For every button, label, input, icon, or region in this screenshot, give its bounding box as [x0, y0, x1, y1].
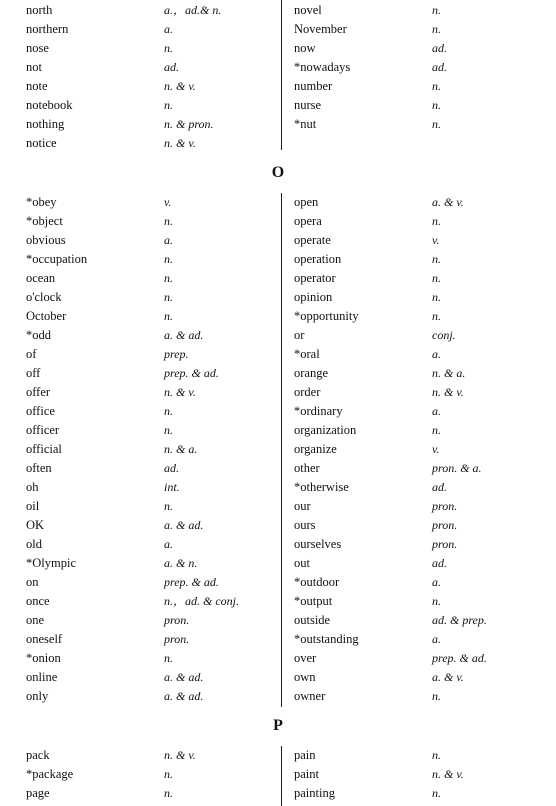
part-of-speech: int.	[164, 480, 180, 494]
headword: other	[294, 461, 320, 475]
part-of-speech: n. & a.	[164, 442, 198, 456]
word-entry	[26, 383, 296, 402]
part-of-speech: pron.	[164, 613, 190, 627]
headword: *oral	[294, 347, 320, 361]
word-entry	[26, 345, 296, 364]
part-of-speech: n.	[432, 594, 441, 608]
word-entry	[294, 765, 556, 784]
part-of-speech: pron.	[164, 632, 190, 646]
part-of-speech: n.	[432, 689, 441, 703]
headword: opera	[294, 214, 322, 228]
headword: on	[26, 575, 39, 589]
word-entry	[26, 784, 296, 803]
part-of-speech: a. & v.	[432, 195, 464, 209]
word-entry	[294, 77, 556, 96]
word-entry	[294, 288, 556, 307]
word-entry	[26, 402, 296, 421]
part-of-speech: n.	[164, 404, 173, 418]
part-of-speech: n.	[432, 79, 441, 93]
word-entry	[26, 1, 296, 20]
headword: oh	[26, 480, 39, 494]
column-divider	[281, 193, 282, 707]
part-of-speech: a. & ad.	[164, 328, 204, 342]
headword: note	[26, 79, 48, 93]
headword: ours	[294, 518, 316, 532]
right-column	[294, 746, 556, 803]
headword: our	[294, 499, 311, 513]
word-entry	[294, 687, 556, 706]
part-of-speech: n.	[164, 98, 173, 112]
headword: o'clock	[26, 290, 62, 304]
part-of-speech: n. & a.	[432, 366, 466, 380]
word-entry	[294, 421, 556, 440]
word-entry	[294, 326, 556, 345]
right-column	[294, 193, 556, 706]
part-of-speech: pron.	[432, 518, 458, 532]
word-entry	[294, 212, 556, 231]
part-of-speech: ad.	[432, 60, 447, 74]
word-entry	[26, 765, 296, 784]
word-entry	[294, 497, 556, 516]
part-of-speech: n. & v.	[164, 385, 196, 399]
word-entry	[294, 383, 556, 402]
part-of-speech: ad.	[432, 480, 447, 494]
part-of-speech: a.	[432, 632, 441, 646]
headword: paint	[294, 767, 319, 781]
headword: *output	[294, 594, 333, 608]
word-entry	[26, 478, 296, 497]
word-entry	[294, 440, 556, 459]
word-entry	[26, 39, 296, 58]
headword: offer	[26, 385, 51, 399]
word-entry	[26, 115, 296, 134]
word-entry	[26, 630, 296, 649]
headword: OK	[26, 518, 45, 532]
headword: *onion	[26, 651, 61, 665]
word-entry	[26, 497, 296, 516]
word-entry	[26, 77, 296, 96]
headword: only	[26, 689, 49, 703]
headword: open	[294, 195, 319, 209]
part-of-speech: ad.	[164, 60, 179, 74]
part-of-speech: pron.	[432, 499, 458, 513]
part-of-speech: n.	[164, 252, 173, 266]
headword: nose	[26, 41, 49, 55]
word-entry	[26, 269, 296, 288]
headword: orange	[294, 366, 329, 380]
word-entry	[294, 516, 556, 535]
part-of-speech: n.	[432, 290, 441, 304]
word-entry	[294, 649, 556, 668]
headword: painting	[294, 786, 335, 800]
headword: *Olympic	[26, 556, 76, 570]
part-of-speech: prep.	[164, 347, 189, 361]
headword: oil	[26, 499, 40, 513]
part-of-speech: n. & v.	[432, 767, 464, 781]
part-of-speech: n.	[432, 252, 441, 266]
section-letter-p: P	[273, 717, 283, 734]
word-entry	[26, 649, 296, 668]
word-entry	[26, 535, 296, 554]
section-letter-o: O	[271, 164, 285, 181]
headword: pain	[294, 748, 316, 762]
headword: off	[26, 366, 41, 380]
part-of-speech: n.	[164, 41, 173, 55]
headword: now	[294, 41, 316, 55]
part-of-speech: ad.	[432, 556, 447, 570]
part-of-speech: a. & ad.	[164, 689, 204, 703]
headword: *outdoor	[294, 575, 340, 589]
part-of-speech: n.	[164, 423, 173, 437]
headword: north	[26, 3, 53, 17]
word-entry	[294, 535, 556, 554]
word-entry	[294, 1, 556, 20]
headword: *odd	[26, 328, 51, 342]
word-entry	[26, 231, 296, 250]
word-entry	[26, 687, 296, 706]
headword: *nowadays	[294, 60, 351, 74]
part-of-speech: n.	[164, 499, 173, 513]
headword: of	[26, 347, 37, 361]
part-of-speech: pron. & a.	[432, 461, 482, 475]
part-of-speech: n.	[164, 309, 173, 323]
part-of-speech: ad.	[164, 461, 179, 475]
part-of-speech: prep. & ad.	[432, 651, 487, 665]
word-entry	[26, 746, 296, 765]
part-of-speech: n.	[164, 271, 173, 285]
headword: not	[26, 60, 42, 74]
part-of-speech: ad.	[432, 41, 447, 55]
word-entry	[294, 231, 556, 250]
headword: *outstanding	[294, 632, 359, 646]
word-entry	[294, 573, 556, 592]
part-of-speech: n.	[164, 290, 173, 304]
headword: October	[26, 309, 67, 323]
headword: outside	[294, 613, 331, 627]
part-of-speech: a.	[164, 233, 173, 247]
part-of-speech: a.	[432, 404, 441, 418]
word-entry	[26, 307, 296, 326]
part-of-speech: n.	[164, 767, 173, 781]
word-entry	[26, 96, 296, 115]
part-of-speech: a. & v.	[432, 670, 464, 684]
word-entry	[26, 288, 296, 307]
part-of-speech: n.	[432, 98, 441, 112]
headword: operation	[294, 252, 342, 266]
word-entry	[294, 58, 556, 77]
word-entry	[294, 307, 556, 326]
word-entry	[26, 326, 296, 345]
headword: northern	[26, 22, 69, 36]
word-entry	[294, 250, 556, 269]
headword: *otherwise	[294, 480, 349, 494]
headword: once	[26, 594, 50, 608]
headword: operator	[294, 271, 336, 285]
headword: *nut	[294, 117, 317, 131]
headword: number	[294, 79, 333, 93]
headword: official	[26, 442, 62, 456]
headword: *package	[26, 767, 74, 781]
headword: over	[294, 651, 317, 665]
part-of-speech: prep. & ad.	[164, 575, 219, 589]
headword: *opportunity	[294, 309, 359, 323]
word-entry	[294, 193, 556, 212]
headword: out	[294, 556, 310, 570]
part-of-speech: a. & n.	[164, 556, 198, 570]
headword: often	[26, 461, 52, 475]
headword: *object	[26, 214, 63, 228]
word-entry	[294, 746, 556, 765]
word-entry	[294, 630, 556, 649]
word-entry	[26, 364, 296, 383]
word-entry	[26, 20, 296, 39]
headword: *ordinary	[294, 404, 343, 418]
part-of-speech: n.，ad. & conj.	[164, 594, 239, 608]
headword: ocean	[26, 271, 56, 285]
part-of-speech: conj.	[432, 328, 456, 342]
part-of-speech: pron.	[432, 537, 458, 551]
part-of-speech: n.	[164, 651, 173, 665]
headword: novel	[294, 3, 322, 17]
column-divider	[281, 0, 282, 150]
word-entry	[26, 592, 296, 611]
part-of-speech: a.	[432, 575, 441, 589]
headword: office	[26, 404, 55, 418]
word-entry	[294, 459, 556, 478]
headword: ourselves	[294, 537, 342, 551]
headword: online	[26, 670, 58, 684]
part-of-speech: n.	[432, 271, 441, 285]
word-entry	[26, 516, 296, 535]
headword: obvious	[26, 233, 66, 247]
word-entry	[26, 554, 296, 573]
headword: *occupation	[26, 252, 88, 266]
left-column	[26, 746, 296, 803]
part-of-speech: a.	[164, 537, 173, 551]
headword: November	[294, 22, 347, 36]
headword: one	[26, 613, 45, 627]
word-entry	[294, 115, 556, 134]
headword: *obey	[26, 195, 57, 209]
word-entry	[294, 668, 556, 687]
word-entry	[294, 611, 556, 630]
part-of-speech: n. & pron.	[164, 117, 214, 131]
part-of-speech: n.	[432, 748, 441, 762]
word-entry	[26, 611, 296, 630]
headword: officer	[26, 423, 60, 437]
part-of-speech: a. & ad.	[164, 518, 204, 532]
word-entry	[26, 250, 296, 269]
part-of-speech: n.	[432, 22, 441, 36]
part-of-speech: v.	[432, 442, 440, 456]
left-column	[26, 1, 296, 153]
headword: pack	[26, 748, 50, 762]
part-of-speech: a.，ad.& n.	[164, 3, 222, 17]
headword: old	[26, 537, 42, 551]
part-of-speech: n.	[164, 786, 173, 800]
left-column	[26, 193, 296, 706]
word-entry	[294, 402, 556, 421]
part-of-speech: n. & v.	[432, 385, 464, 399]
part-of-speech: n.	[432, 117, 441, 131]
part-of-speech: n.	[432, 3, 441, 17]
word-entry	[294, 592, 556, 611]
headword: operate	[294, 233, 331, 247]
right-column	[294, 1, 556, 134]
part-of-speech: n. & v.	[164, 79, 196, 93]
word-entry	[26, 668, 296, 687]
headword: organization	[294, 423, 357, 437]
word-entry	[26, 459, 296, 478]
headword: own	[294, 670, 316, 684]
column-divider	[281, 746, 282, 806]
part-of-speech: ad. & prep.	[432, 613, 487, 627]
part-of-speech: prep. & ad.	[164, 366, 219, 380]
headword: or	[294, 328, 305, 342]
headword: organize	[294, 442, 337, 456]
part-of-speech: n.	[432, 786, 441, 800]
headword: notice	[26, 136, 57, 150]
part-of-speech: n. & v.	[164, 136, 196, 150]
headword: nurse	[294, 98, 322, 112]
word-entry	[26, 58, 296, 77]
headword: page	[26, 786, 50, 800]
headword: order	[294, 385, 321, 399]
part-of-speech: a.	[432, 347, 441, 361]
headword: oneself	[26, 632, 63, 646]
headword: nothing	[26, 117, 65, 131]
word-entry	[294, 269, 556, 288]
headword: owner	[294, 689, 326, 703]
word-entry	[26, 134, 296, 153]
part-of-speech: v.	[164, 195, 172, 209]
word-entry	[294, 784, 556, 803]
word-entry	[294, 364, 556, 383]
word-entry	[294, 20, 556, 39]
part-of-speech: n.	[432, 214, 441, 228]
part-of-speech: n.	[164, 214, 173, 228]
word-entry	[26, 421, 296, 440]
headword: opinion	[294, 290, 333, 304]
part-of-speech: n. & v.	[164, 748, 196, 762]
word-entry	[26, 440, 296, 459]
word-entry	[294, 478, 556, 497]
word-entry	[294, 345, 556, 364]
part-of-speech: v.	[432, 233, 440, 247]
word-entry	[294, 39, 556, 58]
part-of-speech: a. & ad.	[164, 670, 204, 684]
part-of-speech: n.	[432, 423, 441, 437]
word-entry	[294, 554, 556, 573]
word-entry	[294, 96, 556, 115]
word-entry	[26, 193, 296, 212]
part-of-speech: a.	[164, 22, 173, 36]
word-entry	[26, 573, 296, 592]
headword: notebook	[26, 98, 73, 112]
part-of-speech: n.	[432, 309, 441, 323]
word-entry	[26, 212, 296, 231]
